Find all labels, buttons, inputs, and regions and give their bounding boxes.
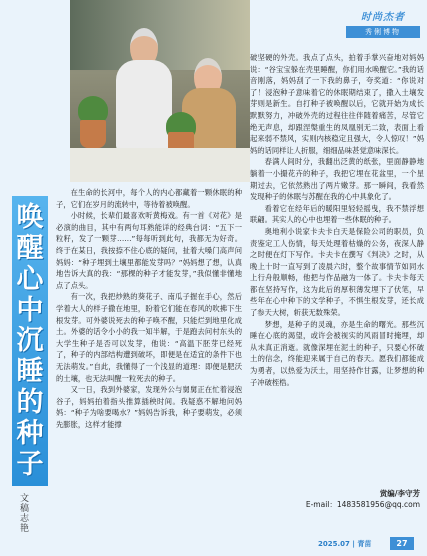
paragraph: 看着它在经年后的暖阳里轻轻摇曳，我不禁浮想联翩。其实人的心中也埋着一些休眠的种子。: [250, 203, 424, 225]
headline-char: 沉: [16, 325, 44, 357]
article-column-left: [56, 187, 242, 430]
issue-label: 2025.07 | 青苗: [318, 540, 372, 548]
editor-credit: 文稿志艳: [20, 494, 30, 534]
headline-char: 醒: [16, 232, 44, 264]
headline-char: 睡: [16, 356, 44, 388]
author-email: E-mail：1483581956@qq.com: [305, 500, 420, 509]
paragraph: 又一日，我到外婆家，发现外公与舅舅正在忙着浸泡谷子，妈妈拍着指头推算插秧时间。我疑惑不解地问妈妈：“种子为啥要喝水？”妈妈告诉我，种子要萌发，必须先膨胀，这样才能撑: [56, 385, 242, 429]
paragraph: 春满人间时分，我翻出泛黄的纸张，里面静静地躺着一小撮花卉的种子，我把它埋在花盆里，一个星期过去，它依然熟出了两片嫩芽。那一瞬间，我看然发现种子的休眠与苏醒在我的心中具象化了。: [250, 157, 424, 202]
page-footer: [318, 537, 424, 551]
elderly-couple-photo: [70, 0, 250, 182]
section-subtitle: 秀俐博物: [346, 26, 420, 38]
paragraph: 奥地利小说家卡夫卡白天是保险公司的职员，负责鉴定工人伤情，每天处理着枯燥的公务，夜深人静之时便在灯下写作。卡夫卡在撰写《判决》之时，从晚上十时一直写到了凌晨六时，整个故事情节如同水上行舟般顺畅，他把与作品融为一体了。卡夫卡每天都在坚持写作，这为此后的厚积薄发埋下了伏笔，早些年在心中种下的文学种子，不惧生根发芽，还长成了参天大树，斩获无数殊荣。: [250, 226, 424, 318]
paragraph: 破坚硬的外壳。我点了点头，拍着手掌兴奋地对妈妈说：“谷宝宝躲在壳里睡醒，你们用水唤醒它。”我的话音刚落，妈妈刮了一下我的鼻子，夸奖道：“你说对了！浸泡种子意味着它的休眠期结束了，撒入土壤发芽则是新生。自打种子被唤醒以后，它就开始为成长默默努力，冲破外壳的过程往往伴随着痛苦，尽管它绝无声息，却跟涅槃重生的凤凰别无二致，表面上看起来弱不禁风，实则内核稳定且强大，令人惊叹！”妈妈的话同样让人折服，细细品味甚觉意味深长。: [250, 53, 424, 155]
section-label: [346, 8, 420, 48]
headline-char: 的: [16, 387, 44, 419]
paragraph: 有一次，我把炒熟的葵花子、南瓜子握在手心，然后学着大人的样子撒在地里，盼着它们能在春风的吹拂下生根发芽。可外婆说死去的种子唤不醒，只能烂到地里化成土。外婆的话令小小的我一知半解，于是跑去问村东头的大学生种子是否可以发芽，他说：“高温下胚芽已经死了，种子的内部结构遭到破坏，即便是在适宜的条件下也无法萌发。”自此，我懂得了一个浅显的道理：即便是肥沃的土壤，也无法叫醒一粒死去的种子。: [56, 292, 242, 383]
headline-char: 心: [16, 263, 44, 295]
headline-char: 中: [16, 294, 44, 326]
article-headline: [12, 196, 48, 486]
photo-table: [70, 148, 250, 182]
article-column-right: [250, 52, 424, 388]
paragraph: 小时候，长辈们最喜欢听黄梅戏。有一首《对花》是必演的曲目，其中有两句耳熟能详的经典台词：“五下一粒籽，发了一颗芽……”每每听到此句，我都无为好奇。终于在某日，我按捺不住心底的疑问，扯着大嗓门高声问妈妈：“种子埋到土壤里都能发芽吗？”妈妈想了想，认真地告诉大真的我：“那棵的种子才能发芽，”我似懂非懂地点了点头。: [56, 211, 242, 290]
headline-char: 唤: [16, 201, 44, 233]
page-number: 27: [390, 537, 414, 550]
paragraph: 在生命的长河中，每个人的内心都藏着一颗休眠的种子，它们在岁月的流转中，等待着被唤醒。: [56, 188, 242, 209]
paragraph: 梦想，是种子的灵魂，亦是生命的曙光。那些沉睡在心底的渴望，或许会被视实的风雨冒时掩埋，却从未真正消逝。就像深埋在泥土的种子，只要心怀破土的信念，终能迎来属于自己的春天。愿我们都能成为勇者，以热爱为沃土，用坚持作甘露，让梦想的种子冲破桎梏。: [250, 319, 424, 387]
headline-char: 种: [16, 418, 44, 450]
headline-char: 子: [16, 448, 44, 480]
author-credit: 赏编/李守芳: [379, 489, 420, 498]
section-title: 时尚杰者: [361, 12, 405, 23]
flower-pot: [80, 120, 106, 148]
